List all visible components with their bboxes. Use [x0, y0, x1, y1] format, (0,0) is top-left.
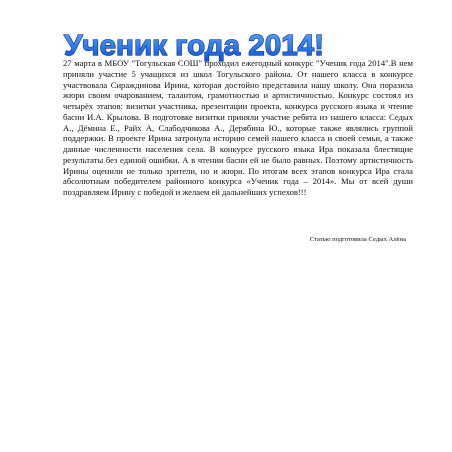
article-body: 27 марта в МБОУ "Тогульская СОШ" проходил ежегодный конкурс "Ученик года 2014".В нем приняли участие 5 учащихся из школ Тогульского района. От нашего класса в конкурсе участвовала Сираждинова Ирина, которая достойно представила нашу школу. Она поразила жюри своим очарованием, талантом, грамотностью и артистичностью. Конкурс состоял из четырёх этапов: визитки участника, презентации проекта, конкурса русского языка и чтение басни И.А. Крылова. В подготовке визитки приняли участие ребята из нашего класса: Седых А., Дёмина Е., Райх А, Слабодчикова А., Дерябина Ю., которые также являлись группой поддержки. В проекте Ирина затронула историю семей нашего класса и своей семьи, а также данные численности населения села. В конкурсе русского языка Ира показала блестящие результаты без единой ошибки. А в чтении басни ей не было равных. Поэтому артистичность Ирины оценили не только зрители, но и жюри. По итогам всех этапов конкурса Ира стала абсолютным победителем районного конкурса «Ученик года – 2014». Мы от всей души поздравляем Ирину с победой и желаем ей дальнейших успехов!!! [63, 58, 413, 197]
article-credit: Статью подготовила Седых Алёна [309, 236, 406, 243]
headline-text: Ученик года 2014! [64, 30, 324, 62]
